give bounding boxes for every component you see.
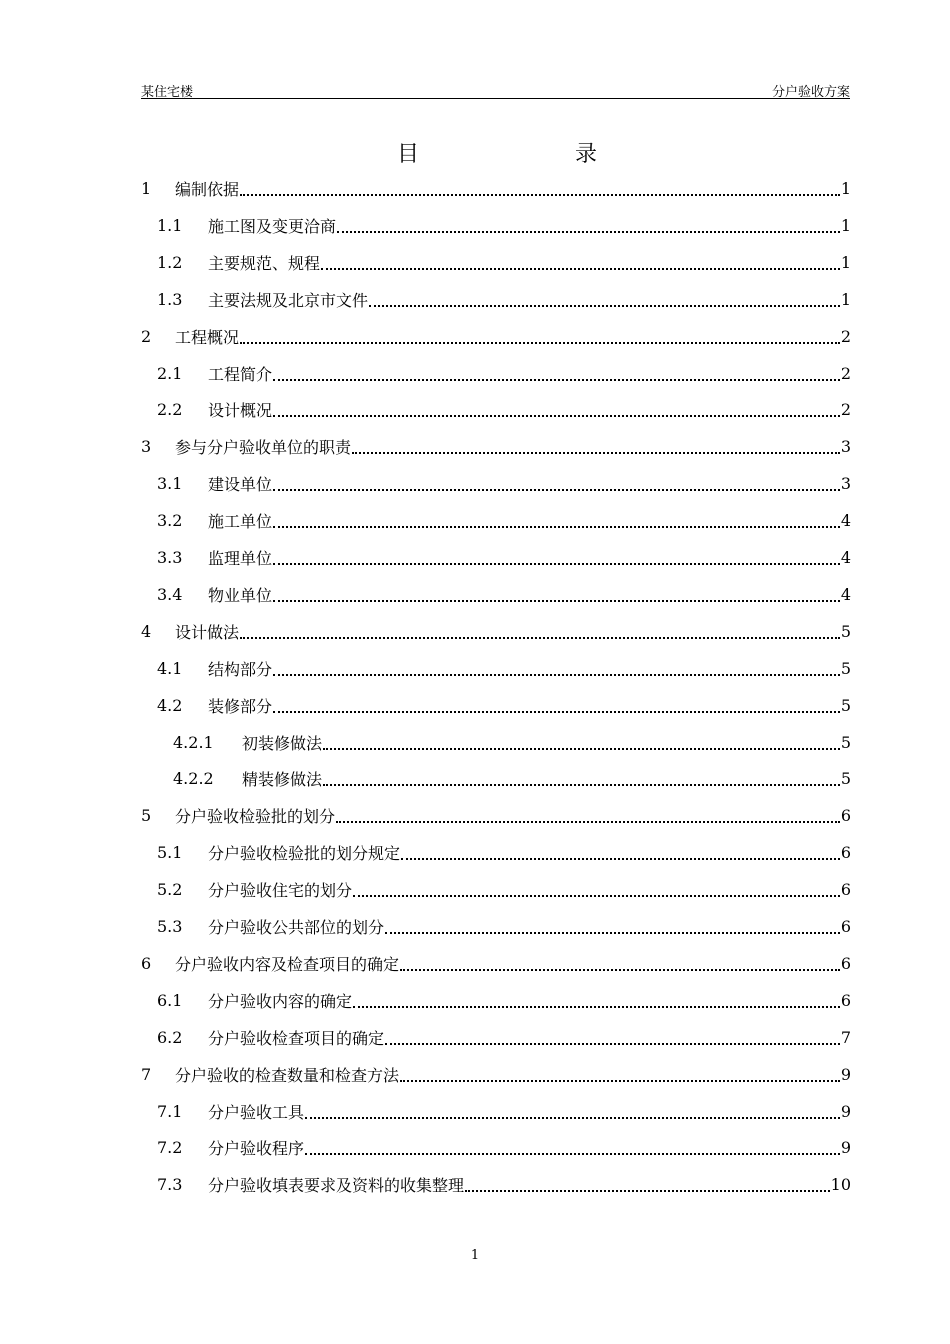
toc-entry-number: 2.2 — [157, 400, 183, 420]
toc-entry-page: 6 — [840, 880, 851, 900]
toc-entry-number: 4.2.2 — [173, 769, 214, 789]
toc-leader-dots — [273, 488, 840, 491]
toc-entry[interactable] — [141, 650, 851, 687]
toc-leader-dots — [305, 1152, 840, 1155]
toc-entry[interactable] — [141, 428, 851, 465]
toc-leader-dots — [353, 894, 840, 897]
toc-entry-number: 3.3 — [157, 548, 183, 567]
toc-entry-number: 7.2 — [157, 1138, 183, 1158]
toc-leader-dots — [321, 267, 840, 270]
toc-entry-title: 参与分户验收单位的职责 — [175, 438, 352, 458]
toc-entry[interactable] — [141, 1129, 851, 1166]
toc-heading-char-1: 目 — [397, 142, 420, 167]
toc-entry[interactable] — [141, 502, 851, 539]
toc-entry-page: 2 — [840, 400, 851, 420]
toc-entry-title: 装修部分 — [208, 696, 273, 716]
toc-leader-dots — [273, 710, 840, 713]
toc-entry-title: 设计概况 — [208, 401, 273, 421]
toc-entry-page: 5 — [840, 621, 851, 641]
toc-entry-title: 分户验收内容的确定 — [208, 991, 353, 1011]
toc-entry-title: 物业单位 — [208, 585, 273, 605]
toc-entry-number: 2 — [141, 326, 152, 346]
toc-entry-number: 5.2 — [157, 880, 183, 900]
toc-leader-dots — [273, 562, 840, 565]
toc-entry-page: 1 — [840, 215, 851, 235]
toc-entry-title: 施工单位 — [208, 512, 273, 532]
toc-entry-number: 7.3 — [157, 1175, 183, 1195]
toc-entry[interactable] — [141, 1056, 851, 1093]
toc-entry-title: 分户验收内容及检查项目的确定 — [175, 954, 400, 974]
toc-entry[interactable] — [141, 1019, 851, 1056]
toc-entry-page: 4 — [840, 584, 851, 604]
toc-leader-dots — [273, 525, 840, 528]
toc-entry-number: 5.1 — [157, 843, 183, 863]
toc-entry-title: 施工图及变更洽商 — [208, 216, 337, 236]
toc-leader-dots — [240, 636, 840, 639]
toc-entry-number: 3.4 — [157, 584, 183, 604]
toc-entry-number: 6.1 — [157, 990, 183, 1010]
toc-leader-dots — [240, 341, 840, 344]
toc-entry[interactable] — [141, 318, 851, 355]
toc-leader-dots — [385, 1042, 840, 1045]
toc-entry-title: 建设单位 — [208, 475, 273, 495]
toc-entry[interactable] — [141, 834, 851, 871]
toc-entry-page: 5 — [840, 658, 851, 678]
toc-entry-number: 4 — [141, 621, 152, 641]
toc-entry-number: 1.2 — [157, 252, 183, 272]
toc-leader-dots — [305, 1116, 840, 1119]
toc-leader-dots — [337, 230, 840, 233]
toc-leader-dots — [336, 820, 840, 823]
toc-entry-title: 编制依据 — [175, 180, 240, 199]
toc-entry-title: 分户验收的检查数量和检查方法 — [175, 1065, 400, 1085]
toc-entry-number: 1 — [141, 179, 152, 198]
toc-entry-title: 工程概况 — [175, 327, 240, 347]
toc-leader-dots — [385, 931, 840, 934]
toc-entry-title: 分户验收公共部位的划分 — [208, 918, 385, 937]
toc-leader-dots — [353, 1005, 840, 1008]
toc-entry-page: 3 — [840, 437, 851, 457]
toc-entry-number: 2.1 — [157, 363, 183, 383]
toc-entry-number: 4.2 — [157, 695, 183, 715]
toc-leader-dots — [273, 378, 840, 381]
toc-entry-page: 2 — [840, 326, 851, 346]
toc-entry[interactable] — [141, 170, 851, 207]
toc-entry[interactable] — [141, 982, 851, 1019]
toc-entry-title: 主要规范、规程 — [208, 253, 321, 273]
toc-leader-dots — [400, 968, 840, 971]
toc-entry[interactable] — [141, 355, 851, 392]
toc-entry-page: 9 — [840, 1138, 851, 1158]
toc-entry-number: 7 — [141, 1064, 152, 1084]
toc-entry-page: 1 — [840, 179, 851, 198]
toc-entry-title: 分户验收检验批的划分 — [175, 807, 336, 827]
toc-entry-number: 1.1 — [157, 215, 183, 235]
toc-entry-title: 初装修做法 — [242, 733, 323, 753]
toc-entry[interactable] — [141, 613, 851, 650]
toc-entry-number: 7.1 — [157, 1101, 183, 1121]
toc-leader-dots — [401, 857, 840, 860]
toc-entry-page: 6 — [840, 953, 851, 973]
toc-entry-title: 分户验收程序 — [208, 1139, 305, 1159]
toc-entry[interactable] — [141, 539, 851, 576]
toc-entry-number: 5.3 — [157, 917, 183, 936]
toc-entry-title: 监理单位 — [208, 549, 273, 568]
toc-entry-number: 3.1 — [157, 474, 183, 494]
header-project-name: 某住宅楼 — [141, 85, 194, 100]
toc-entry[interactable] — [141, 576, 851, 613]
toc-leader-dots — [240, 193, 840, 196]
toc-entry-page: 6 — [840, 806, 851, 826]
toc-entry[interactable] — [141, 908, 851, 945]
toc-entry-page: 5 — [840, 695, 851, 715]
toc-entry[interactable] — [141, 281, 851, 318]
toc-entry-number: 4.1 — [157, 658, 183, 678]
toc-entry[interactable] — [141, 797, 851, 834]
toc-leader-dots — [323, 783, 840, 786]
toc-entry[interactable] — [141, 1093, 851, 1130]
toc-entry-title: 分户验收填表要求及资料的收集整理 — [208, 1176, 465, 1196]
toc-entry[interactable] — [141, 724, 851, 761]
toc-leader-dots — [352, 451, 840, 454]
toc-entry-page: 6 — [840, 990, 851, 1010]
header-document-name: 分户验收方案 — [771, 85, 850, 100]
toc-entry-page: 6 — [840, 843, 851, 863]
toc-leader-dots — [273, 599, 840, 602]
toc-leader-dots — [273, 414, 840, 417]
toc-entry[interactable] — [141, 465, 851, 502]
toc-entry-title: 精装修做法 — [242, 770, 323, 790]
toc-entry-title: 工程简介 — [208, 364, 273, 384]
page-header — [141, 79, 850, 99]
toc-entry-number: 1.3 — [157, 289, 183, 309]
toc-entry-title: 分户验收检查项目的确定 — [208, 1028, 385, 1048]
toc-entry-title: 分户验收检验批的划分规定 — [208, 844, 401, 864]
page-footer-number: 1 — [470, 1248, 480, 1263]
toc-entry-title: 分户验收工具 — [208, 1102, 305, 1122]
toc-heading-char-2: 录 — [575, 142, 598, 167]
toc-entry-number: 6 — [141, 953, 152, 973]
toc-entry-page: 3 — [840, 474, 851, 494]
toc-entry-number: 3.2 — [157, 511, 183, 531]
toc-entry-title: 主要法规及北京市文件 — [208, 290, 369, 310]
toc-entry-number: 6.2 — [157, 1027, 183, 1047]
toc-entry-number: 3 — [141, 437, 152, 457]
toc-entry[interactable] — [141, 760, 851, 797]
toc-entry-page: 4 — [840, 511, 851, 531]
toc-entry-number: 4.2.1 — [173, 732, 214, 752]
toc-leader-dots — [323, 747, 840, 750]
toc-entry-page: 4 — [840, 548, 851, 567]
toc-entry-title: 分户验收住宅的划分 — [208, 881, 353, 901]
toc-entry-page: 1 — [840, 289, 851, 309]
toc-entry-title: 结构部分 — [208, 659, 273, 679]
toc-entry[interactable] — [141, 871, 851, 908]
toc-entry-page: 5 — [840, 769, 851, 789]
toc-entry-title: 设计做法 — [175, 622, 240, 642]
toc-leader-dots — [400, 1079, 840, 1082]
toc-entry[interactable] — [141, 945, 851, 982]
toc-entry-number: 5 — [141, 806, 152, 826]
toc-entry-page: 9 — [840, 1101, 851, 1121]
toc-leader-dots — [465, 1189, 830, 1192]
toc-entry[interactable] — [141, 687, 851, 724]
toc-entry[interactable] — [141, 207, 851, 244]
toc-entry-page: 10 — [830, 1175, 851, 1195]
toc-entry-page: 6 — [840, 917, 851, 936]
toc-entry-page: 9 — [840, 1064, 851, 1084]
toc-entry[interactable] — [141, 391, 851, 428]
toc-entry-page: 7 — [840, 1027, 851, 1047]
toc-leader-dots — [369, 304, 840, 307]
toc-leader-dots — [273, 673, 840, 676]
toc-entry-page: 2 — [840, 363, 851, 383]
toc-entry[interactable] — [141, 244, 851, 281]
toc-entry-page: 5 — [840, 732, 851, 752]
toc-entry[interactable] — [141, 1166, 851, 1203]
toc-entry-page: 1 — [840, 252, 851, 272]
